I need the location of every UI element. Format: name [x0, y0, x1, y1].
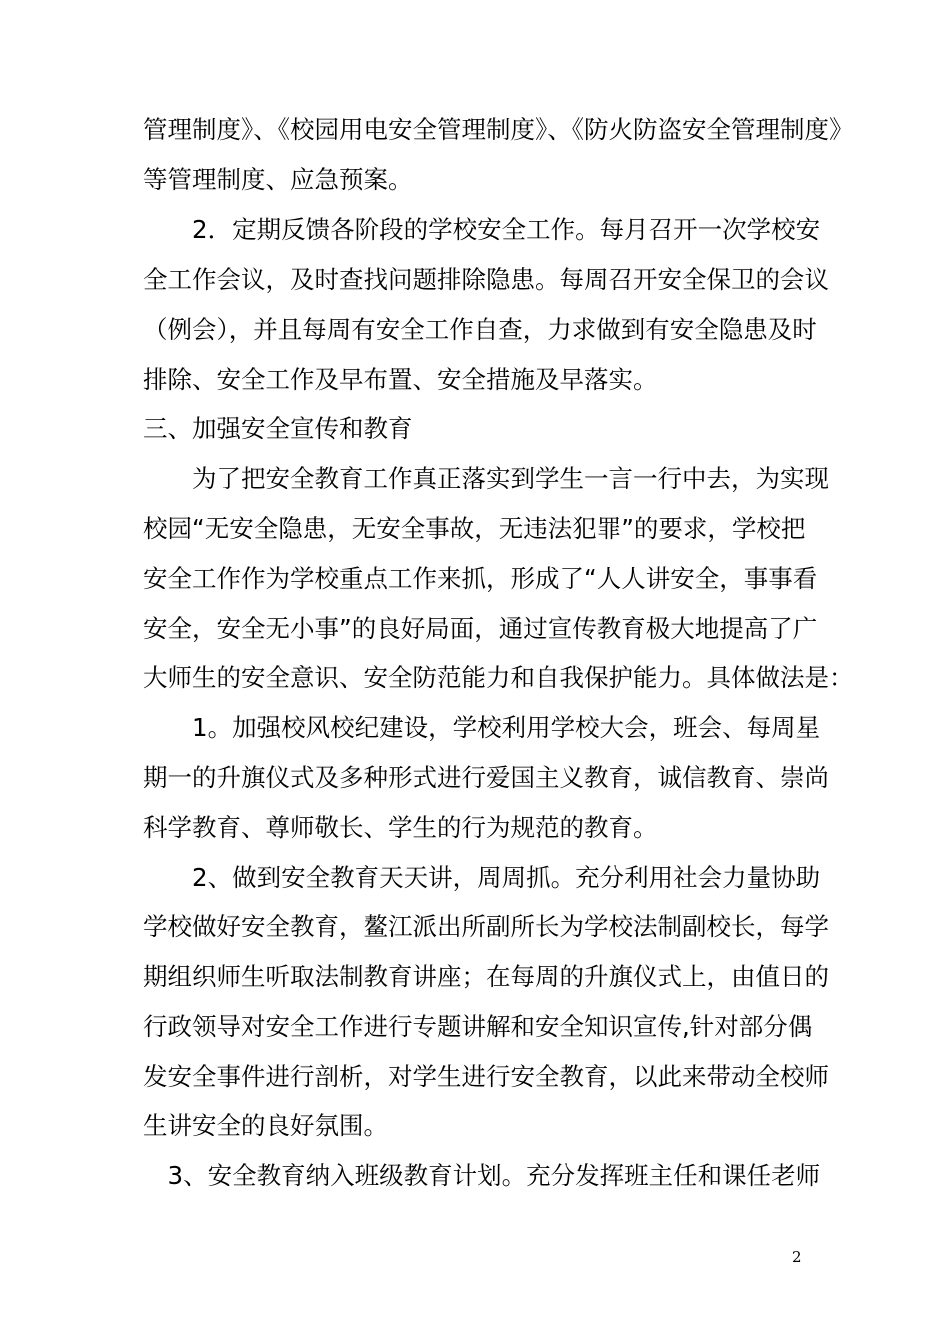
page-number: 2 [792, 1248, 802, 1266]
text-line: 期一的升旗仪式及多种形式进行爱国主义教育，诚信教育、崇尚 [143, 763, 829, 792]
text-line: 生讲安全的良好氛围。 [143, 1111, 388, 1140]
text-line: 安全，安全无小事”的良好局面，通过宣传教育极大地提高了广 [143, 614, 818, 643]
text-line: 大师生的安全意识、安全防范能力和自我保护能力。具体做法是： [143, 663, 854, 692]
text-line: 管理制度》、《校园用电安全管理制度》、《防火防盗安全管理制度》 [143, 115, 854, 144]
text-line: 1。加强校风校纪建设，学校利用学校大会，班会、每周星 [143, 713, 821, 742]
text-line: 2．定期反馈各阶段的学校安全工作。每月召开一次学校安 [143, 215, 821, 244]
text-line: 等管理制度、应急预案。 [143, 165, 413, 194]
text-line: 排除、安全工作及早布置、安全措施及早落实。 [143, 365, 658, 394]
text-line: 发安全事件进行剖析，对学生进行安全教育，以此来带动全校师 [143, 1062, 829, 1091]
text-line: 安全工作作为学校重点工作来抓，形成了“人人讲安全，事事看 [143, 564, 818, 593]
text-line: 3、安全教育纳入班级教育计划。充分发挥班主任和课任老师 [143, 1161, 821, 1190]
section-heading: 三、加强安全宣传和教育 [143, 414, 413, 443]
text-line: 校园“无安全隐患，无安全事故，无违法犯罪”的要求，学校把 [143, 514, 806, 543]
text-line: 为了把安全教育工作真正落实到学生一言一行中去，为实现 [143, 464, 829, 493]
text-line: 全工作会议，及时查找问题排除隐患。每周召开安全保卫的会议 [143, 265, 829, 294]
text-line: 科学教育、尊师敬长、学生的行为规范的教育。 [143, 813, 658, 842]
text-line: 2、做到安全教育天天讲，周周抓。充分利用社会力量协助 [143, 863, 821, 892]
text-line: 行政领导对安全工作进行专题讲解和安全知识宣传,针对部分偶 [143, 1012, 813, 1041]
text-line: （例会），并且每周有安全工作自查，力求做到有安全隐患及时 [143, 315, 817, 344]
text-line: 学校做好安全教育，鳌江派出所副所长为学校法制副校长，每学 [143, 912, 829, 941]
text-line: 期组织师生听取法制教育讲座；在每周的升旗仪式上，由值日的 [143, 962, 829, 991]
